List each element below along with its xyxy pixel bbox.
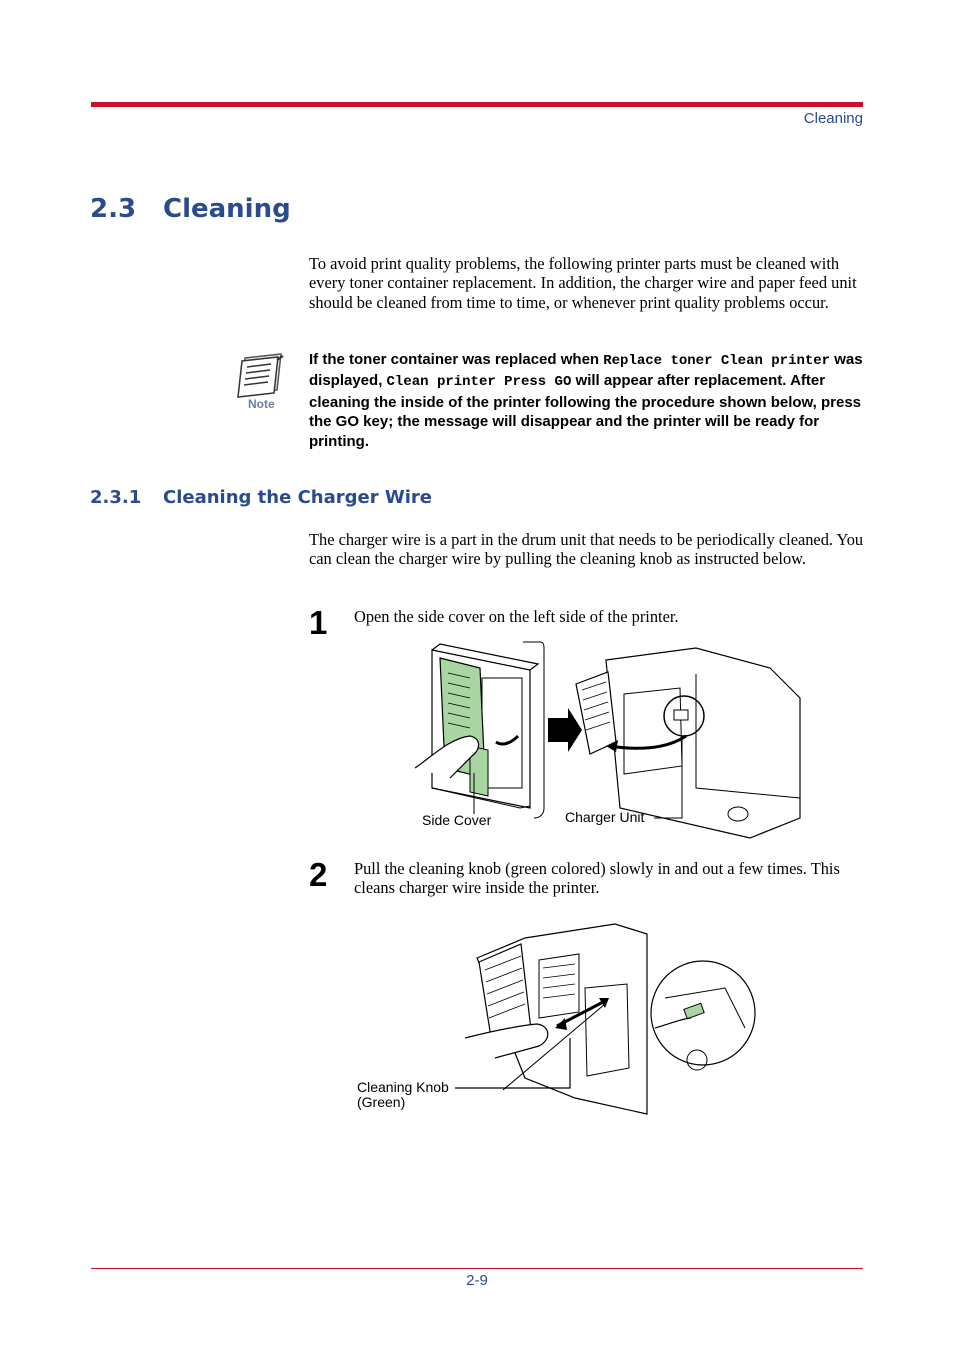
section-title: Cleaning — [163, 194, 291, 224]
subsection-number: 2.3.1 — [90, 487, 142, 508]
cleaning-knob-illustration — [455, 918, 755, 1118]
note-code-message: Replace toner Clean printer — [603, 353, 831, 369]
note-text-part: was displayed, — [309, 351, 863, 390]
note-text-part: will appear after replacement. After cleaning the inside of the printer following the procedure shown below, press the GO key; the message will disappear and the printer will be ready for printing. — [309, 372, 862, 450]
step-text: Open the side cover on the left side of the printer. — [354, 607, 679, 626]
figure-label-cleaning-knob: Cleaning Knob — [357, 1079, 449, 1095]
section-number: 2.3 — [90, 194, 137, 224]
note-text-part: If the toner container was replaced when — [309, 351, 604, 368]
note-text — [309, 350, 869, 451]
header-rule — [91, 102, 863, 107]
running-header: Cleaning — [803, 110, 863, 127]
step-text: Pull the cleaning knob (green colored) slowly in and out a few times. This cleans charger wire inside the printer. — [354, 859, 840, 898]
page-number: 2-9 — [466, 1272, 488, 1289]
subsection-heading — [90, 487, 432, 508]
figure-label-charger-unit: Charger Unit — [565, 809, 645, 825]
step-number: 1 — [309, 604, 328, 641]
step-number: 2 — [309, 856, 328, 893]
section-heading — [90, 194, 291, 224]
note-code-message: Clean printer Press GO — [386, 374, 572, 391]
subsection-paragraph: The charger wire is a part in the drum unit that needs to be periodically cleaned. You can clean the charger wire by pulling the cleaning knob as instructed below. — [309, 530, 864, 569]
figure-label-cleaning-knob-color: (Green) — [357, 1094, 406, 1110]
subsection-title: Cleaning the Charger Wire — [163, 487, 432, 508]
footer-rule — [91, 1268, 863, 1269]
figure-label-side-cover: Side Cover — [422, 812, 492, 828]
note-icon — [237, 352, 287, 414]
intro-paragraph: To avoid print quality problems, the following printer parts must be cleaned with every toner container replacement. In addition, the charger wire and paper feed unit should be cleaned from time to time, or whenever print quality problems occur. — [309, 254, 857, 312]
note-icon-label: Note — [248, 397, 275, 411]
